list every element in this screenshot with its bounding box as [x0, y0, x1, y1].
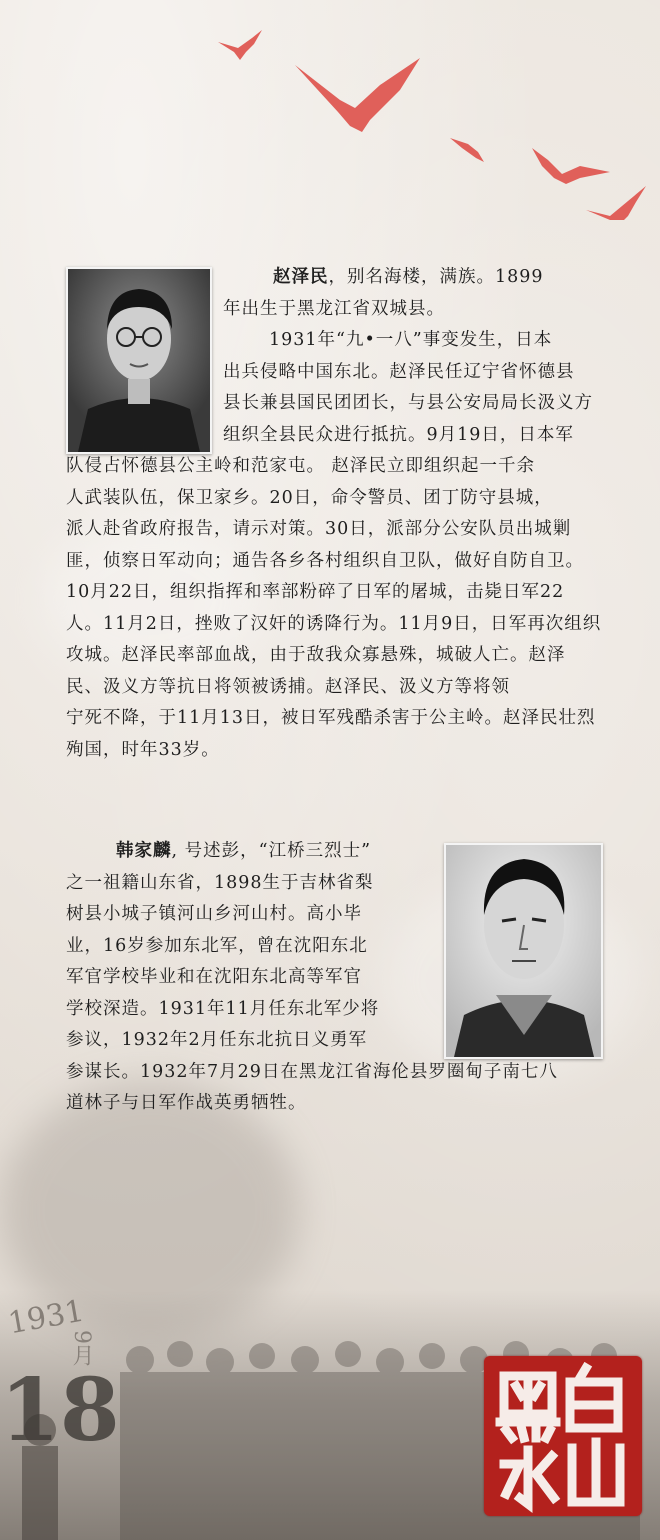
biography-zhao-zemin: [66, 262, 602, 766]
bio-line: 道林子与日军作战英勇牺牲。: [66, 1093, 307, 1113]
bio-line: 派人赴省政府报告，请示对策。30日，派部分公安队员出城剿: [66, 519, 572, 539]
bio-line: 10月22日，组织指挥和率部粉碎了日军的屠城，击毙日军22: [66, 582, 565, 602]
bio-line: 县长兼县国民团团长，与县公安局局长汲义方: [223, 393, 593, 413]
bio-line: 之一祖籍山东省，1898生于吉林省梨: [66, 872, 374, 893]
bio-line: 人。11月2日，挫败了汉奸的诱降行为。11月9日，日军再次组织: [66, 613, 602, 634]
person-name: 赵泽民: [273, 267, 329, 287]
seal-text: 白山黑水: [563, 1499, 628, 1516]
bio-line: 殉国，时年33岁。: [66, 739, 220, 760]
person-name: 韩家麟: [116, 841, 172, 861]
bio-line: 民、汲义方等抗日将领被诱捕。赵泽民、汲义方等将领: [66, 676, 510, 697]
bio-line: 出兵侵略中国东北。赵泽民任辽宁省怀德县: [223, 361, 575, 382]
bio-line: 参议，1932年2月任东北抗日义勇军: [66, 1030, 368, 1050]
bio-line: 人武装队伍，保卫家乡。20日，命令警员、团丁防守县城，: [66, 487, 553, 508]
bio-line: 匪，侦察日军动向；通告各乡各村组织自卫队，做好自防自卫。: [66, 550, 584, 571]
bio-line: 组织全县民众进行抵抗。9月19日，日本军: [223, 424, 574, 445]
bio-line: 年出生于黑龙江省双城县。: [223, 298, 445, 319]
bio-line: 队侵占怀德县公主岭和范家屯。 赵泽民立即组织起一千余: [66, 456, 536, 476]
flying-birds-icon: [200, 20, 660, 220]
bio-line: 军官学校毕业和在沈阳东北高等军官: [66, 967, 362, 987]
biography-han-jialin: [66, 836, 606, 1120]
bio-line: 树县小城子镇河山乡河山村。高小毕: [66, 904, 362, 924]
background-day: 18: [0, 1360, 120, 1461]
seal-icon: [484, 1356, 642, 1516]
bio-line: 宁死不降，于11月13日，被日军残酷杀害于公主岭。赵泽民壮烈: [66, 708, 596, 728]
background-year: 1931: [5, 1293, 87, 1342]
background-month: 9月: [69, 1330, 94, 1366]
bio-line: ，别名海楼，满族。1899: [328, 267, 544, 287]
bio-line: 参谋长。1932年7月29日在黑龙江省海伦县罗圈甸子南七八: [66, 1061, 558, 1082]
bio-line: 学校深造。1931年11月任东北军少将: [66, 998, 380, 1019]
bio-line: 业，16岁参加东北军，曾在沈阳东北: [66, 935, 368, 956]
bio-line: 攻城。赵泽民率部血战，由于敌我众寡悬殊，城破人亡。赵泽: [66, 645, 566, 665]
bio-line: , 号述彭，“江桥三烈士”: [171, 841, 372, 861]
bio-line: 1931年“九•一八”事变发生，日本: [269, 330, 553, 350]
